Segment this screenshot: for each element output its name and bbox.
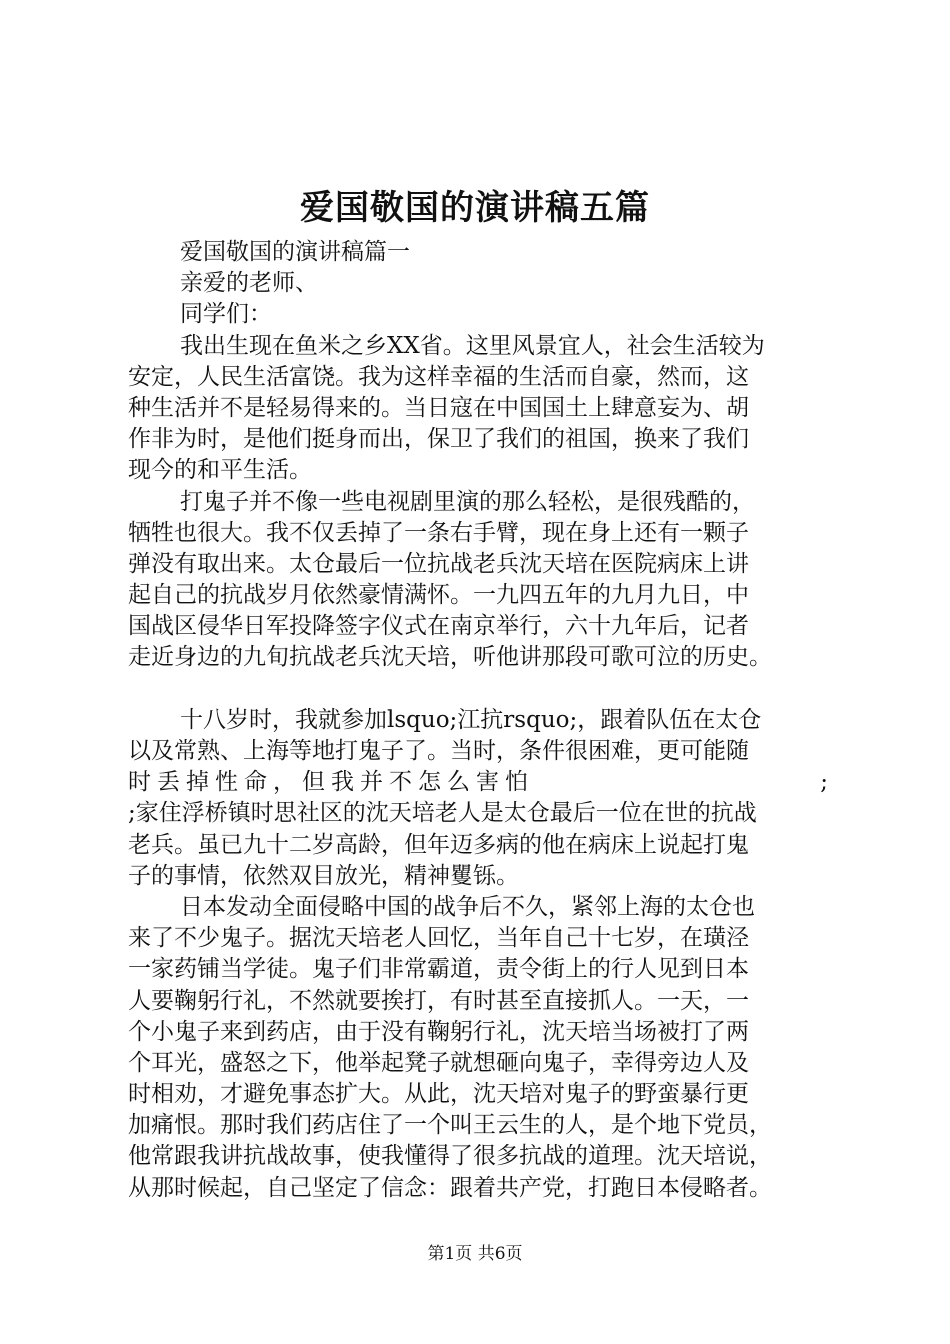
text-line: 种生活并不是轻易得来的。当日寇在中国国土上肆意妄为、胡 [128,394,749,421]
text-line: ;家住浮桥镇时思社区的沈天培老人是太仓最后一位在世的抗战 [128,800,757,827]
text-line: 牺牲也很大。我不仅丢掉了一条右手臂，现在身上还有一颗子 [128,519,749,546]
text-line: 人要鞠躬行礼，不然就要挨打，有时甚至直接抓人。一天，一 [128,987,749,1014]
document-body [128,237,828,1204]
blank-line [128,674,828,705]
text-line: 他常跟我讲抗战故事，使我懂得了很多抗战的道理。沈天培说， [128,1143,772,1170]
text-line: 作非为时，是他们挺身而出，保卫了我们的祖国，换来了我们 [128,426,749,453]
text-line: 一家药铺当学徒。鬼子们非常霸道，责令街上的行人见到日本 [128,956,749,983]
text-line: 个耳光，盛怒之下，他举起凳子就想砸向鬼子，幸得旁边人及 [128,1049,749,1076]
text-line: 十八岁时，我就参加lsquo;江抗rsquo;，跟着队伍在太仓 [180,706,762,733]
text-line: 我出生现在鱼米之乡XX省。这里风景宜人，社会生活较为 [180,332,765,359]
text-line: 以及常熟、上海等地打鬼子了。当时，条件很困难，更可能随 [128,738,749,764]
text-line-right: ; [820,769,828,796]
text-line: 来了不少鬼子。据沈天培老人回忆，当年自己十七岁，在璜泾 [128,925,749,952]
text-line: 子的事情，依然双目放光，精神矍铄。 [128,862,519,889]
text-line: 个小鬼子来到药店，由于没有鞠躬行礼，沈天培当场被打了两 [128,1018,749,1045]
text-line: 走近身边的九旬抗战老兵沈天培，听他讲那段可歌可泣的历史。 [128,644,772,671]
text-line: 同学们： [180,301,272,328]
text-line-left: 时丢掉性命，但我并不怎么害怕 [128,769,534,796]
text-line: 安定，人民生活富饶。我为这样幸福的生活而自豪，然而，这 [128,363,749,390]
page-footer: 第1页 共6页 [427,1244,523,1264]
text-line [128,767,828,798]
text-line: 老兵。虽已九十二岁高龄，但年迈多病的他在病床上说起打鬼 [128,831,749,858]
text-line: 从那时候起，自己坚定了信念：跟着共产党，打跑日本侵略者。 [128,1174,772,1201]
text-line: 国战区侵华日军投降签字仪式在南京举行，六十九年后，记者 [128,613,749,640]
text-line: 加痛恨。那时我们药店住了一个叫王云生的人，是个地下党员， [128,1112,772,1139]
text-line: 起自己的抗战岁月依然豪情满怀。一九四五年的九月九日，中 [128,582,749,609]
text-line: 日本发动全面侵略中国的战争后不久，紧邻上海的太仓也 [180,893,755,920]
text-line: 打鬼子并不像一些电视剧里演的那么轻松，是很残酷的， [180,488,755,515]
text-line: 亲爱的老师、 [180,270,318,297]
text-line: 时相劝，才避免事态扩大。从此，沈天培对鬼子的野蛮暴行更 [128,1081,749,1108]
text-line: 爱国敬国的演讲稿篇一 [180,239,410,265]
text-line: 现今的和平生活。 [128,457,312,484]
text-line: 弹没有取出来。太仓最后一位抗战老兵沈天培在医院病床上讲 [128,550,749,577]
document-title: 爱国敬国的演讲稿五篇 [300,188,650,228]
